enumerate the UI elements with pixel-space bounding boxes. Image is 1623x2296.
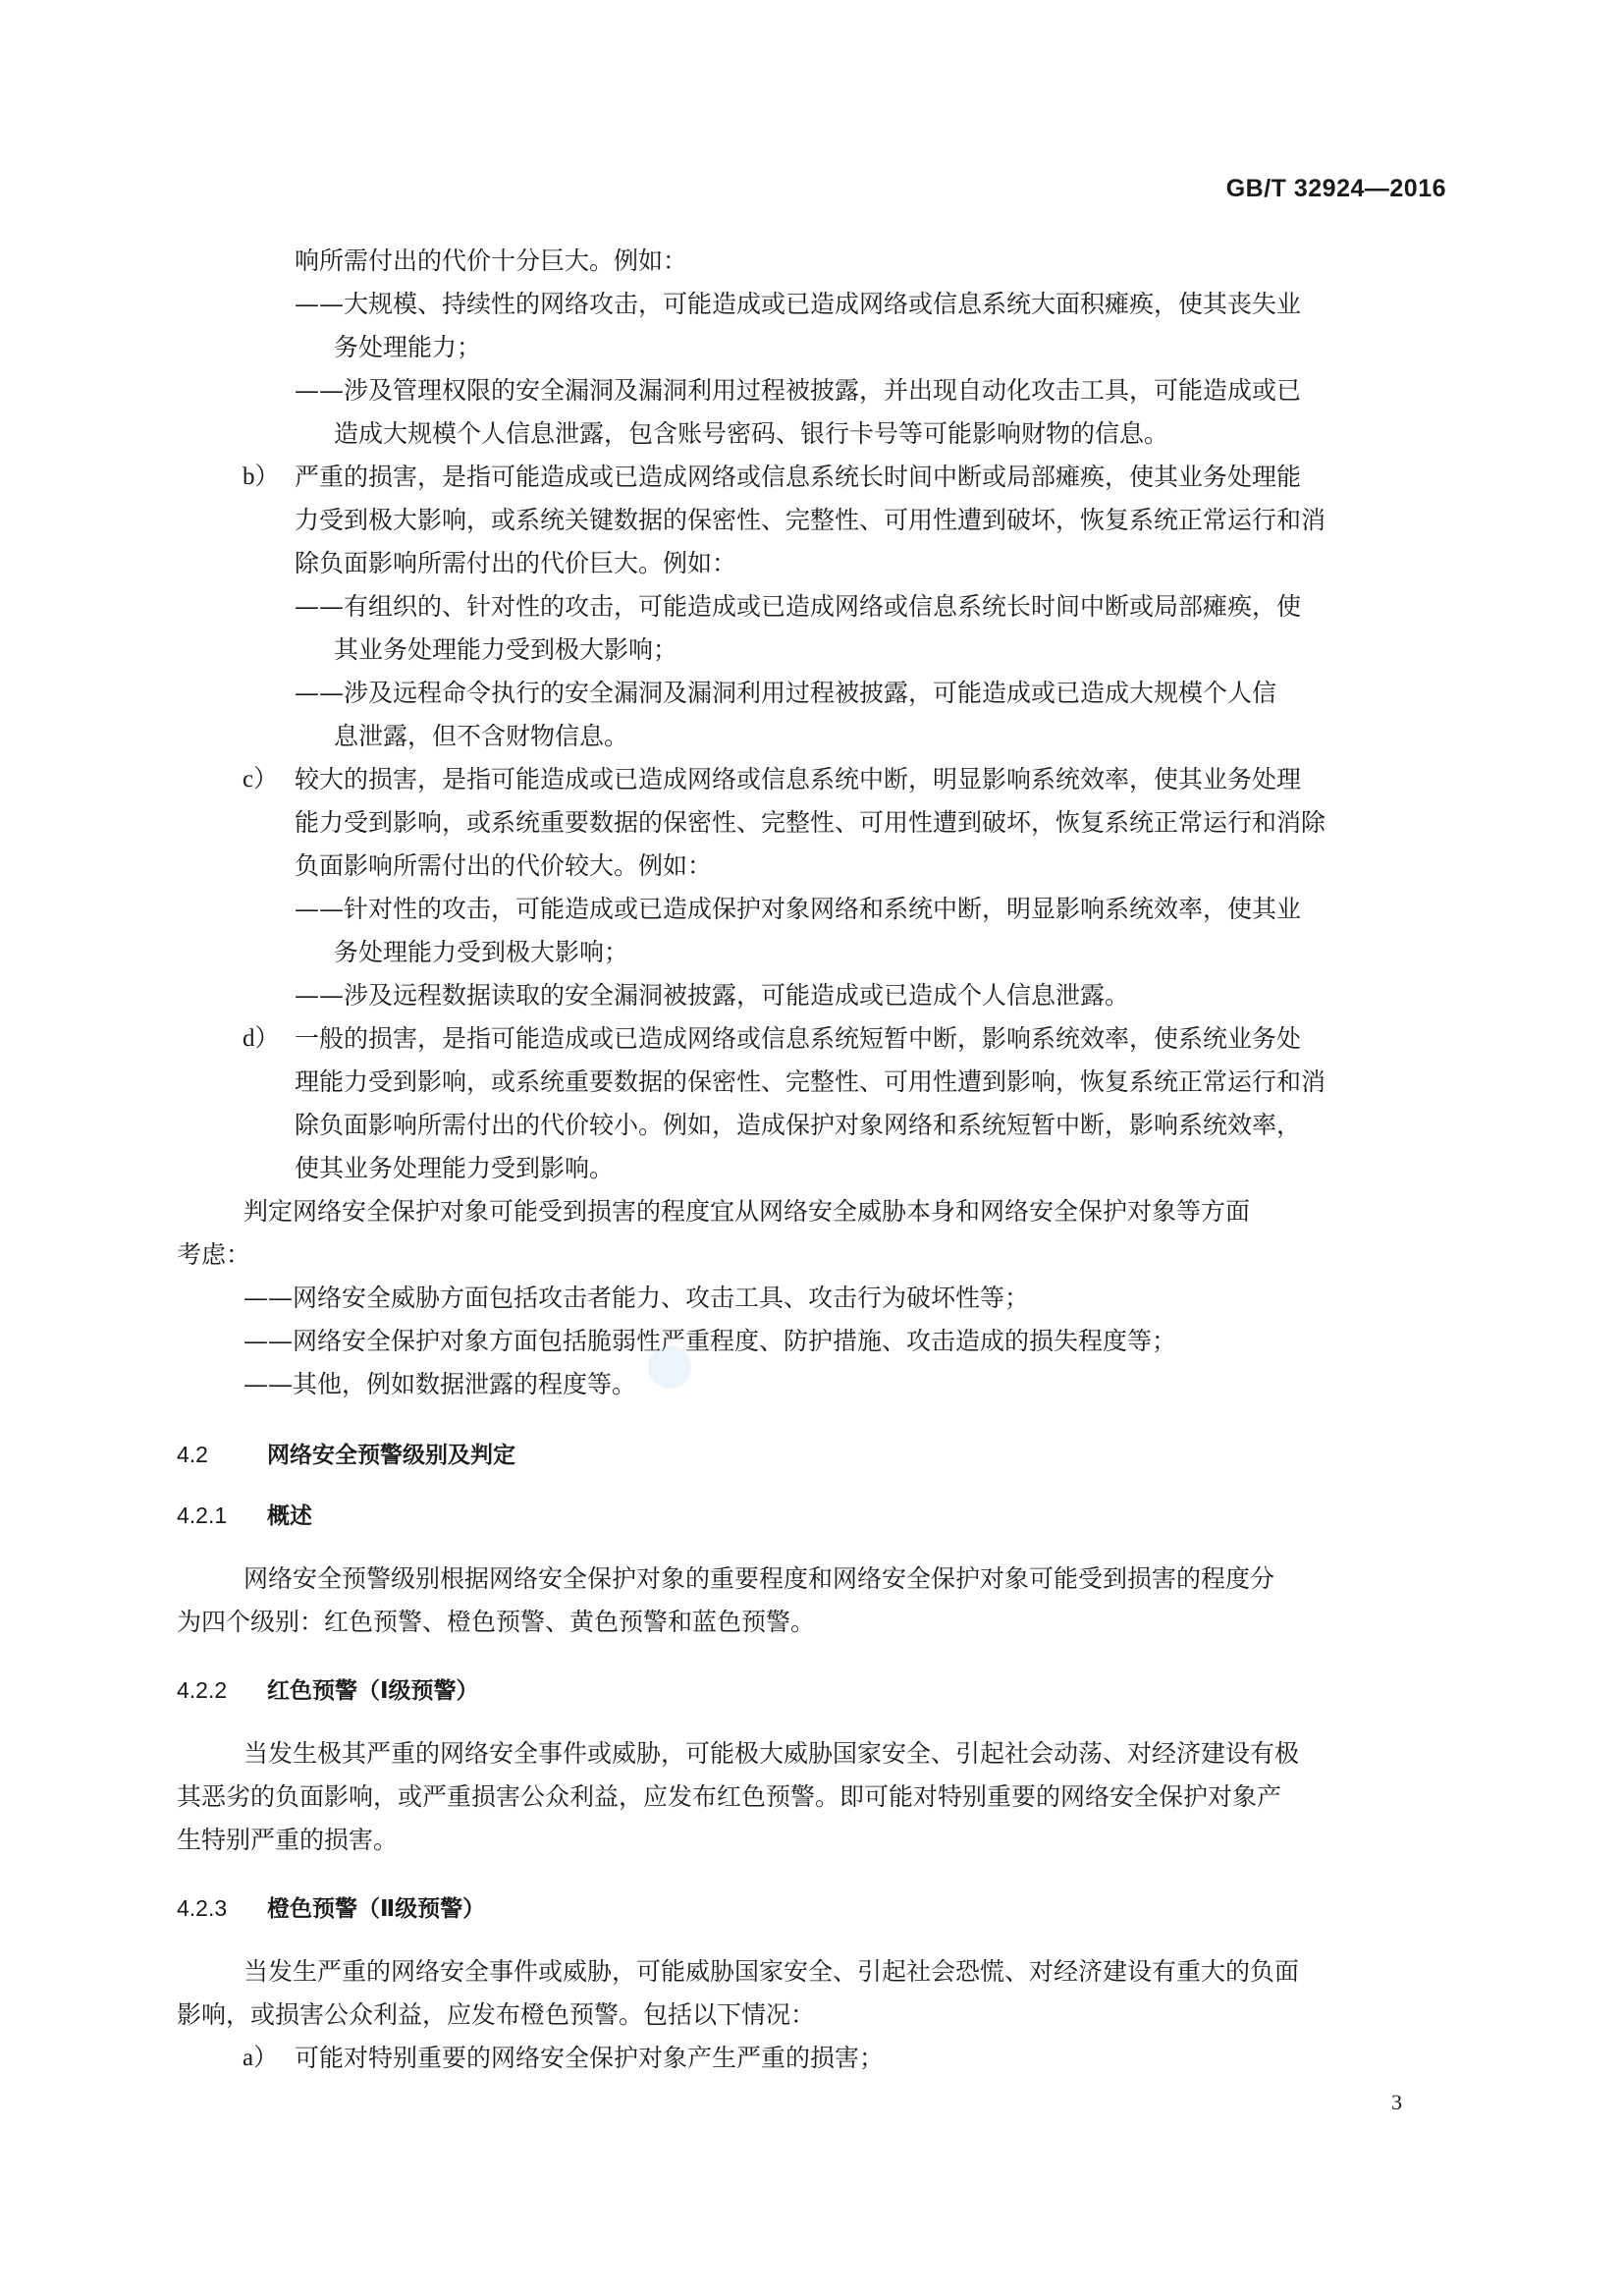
text-line: 除负面影响所需付出的代价巨大。例如： [295, 549, 737, 577]
dash-item: ——大规模、持续性的网络攻击，可能造成或已造成网络或信息系统大面积瘫痪，使其丧失业 [295, 290, 1302, 318]
paragraph-line: 考虑： [177, 1240, 251, 1269]
section-heading-4-2-3 [177, 1892, 485, 1925]
text-line: 务处理能力； [334, 333, 482, 361]
text-line: 除负面影响所需付出的代价较小。例如，造成保护对象网络和系统短暂中断，影响系统效率， [295, 1111, 1302, 1139]
section-title: 红色预警（Ⅰ级预警） [267, 1678, 479, 1704]
paragraph-line: 生特别严重的损害。 [177, 1826, 399, 1854]
dash-item: ——有组织的、针对性的攻击，可能造成或已造成网络或信息系统长时间中断或局部瘫痪，使 [295, 592, 1302, 621]
paragraph-line: 当发生极其严重的网络安全事件或威胁，可能极大威胁国家安全、引起社会动荡、对经济建设有极 [243, 1739, 1300, 1768]
watermark-mark [648, 1345, 691, 1389]
paragraph-line: 影响，或损害公众利益，应发布橙色预警。包括以下情况： [177, 2000, 816, 2029]
text-line: 负面影响所需付出的代价较大。例如： [295, 851, 713, 880]
list-label-d: d） [243, 1025, 280, 1052]
dash-item: ——网络安全保护对象方面包括脆弱性严重程度、防护措施、攻击造成的损失程度等； [243, 1327, 1177, 1355]
paragraph-line: 其恶劣的负面影响，或严重损害公众利益，应发布红色预警。即可能对特别重要的网络安全保护对象产 [177, 1782, 1282, 1811]
section-title: 网络安全预警级别及判定 [267, 1443, 515, 1468]
dash-item: ——针对性的攻击，可能造成或已造成保护对象网络和系统中断，明显影响系统效率，使其业 [295, 895, 1302, 923]
list-item-c: 较大的损害，是指可能造成或已造成网络或信息系统中断，明显影响系统效率，使其业务处理 [295, 765, 1302, 793]
paragraph-line: 网络安全预警级别根据网络安全保护对象的重要程度和网络安全保护对象可能受到损害的程度分 [243, 1564, 1275, 1593]
section-heading-4-2-1 [177, 1500, 312, 1532]
paragraph-line: 当发生严重的网络安全事件或威胁，可能威胁国家安全、引起社会恐慌、对经济建设有重大的负面 [243, 1957, 1300, 1986]
list-item-d: 一般的损害，是指可能造成或已造成网络或信息系统短暂中断，影响系统效率，使系统业务处 [295, 1024, 1302, 1053]
text-line: 造成大规模个人信息泄露，包含账号密码、银行卡号等可能影响财物的信息。 [334, 419, 1169, 448]
list-label-a: a） [243, 2045, 279, 2071]
section-number: 4.2.2 [177, 1677, 228, 1703]
section-number: 4.2.3 [177, 1895, 228, 1921]
text-line: 务处理能力受到极大影响； [334, 938, 629, 966]
text-line: 力受到极大影响，或系统关键数据的保密性、完整性、可用性遭到破坏，恢复系统正常运行和消 [295, 506, 1326, 534]
text-line: 响所需付出的代价十分巨大。例如： [295, 246, 688, 275]
section-title: 概述 [267, 1503, 312, 1529]
section-title: 橙色预警（Ⅱ级预警） [267, 1896, 486, 1922]
dash-item: ——其他，例如数据泄露的程度等。 [243, 1370, 637, 1398]
list-label-c: c） [243, 766, 279, 793]
section-heading-4-2 [177, 1439, 515, 1471]
standard-code: GB/T 32924—2016 [1225, 175, 1446, 202]
text-line: 息泄露，但不含财物信息。 [334, 722, 629, 750]
list-item-a: 可能对特别重要的网络安全保护对象产生严重的损害； [295, 2044, 885, 2072]
section-number: 4.2 [177, 1442, 208, 1467]
dash-item: ——涉及远程数据读取的安全漏洞被披露，可能造成或已造成个人信息泄露。 [295, 981, 1130, 1010]
text-line: 理能力受到影响，或系统重要数据的保密性、完整性、可用性遭到影响，恢复系统正常运行和消 [295, 1067, 1326, 1096]
paragraph-line: 为四个级别：红色预警、橙色预警、黄色预警和蓝色预警。 [177, 1608, 816, 1636]
dash-item: ——网络安全威胁方面包括攻击者能力、攻击工具、攻击行为破坏性等； [243, 1284, 1030, 1312]
section-heading-4-2-2 [177, 1674, 479, 1707]
dash-item: ——涉及管理权限的安全漏洞及漏洞利用过程被披露，并出现自动化攻击工具，可能造成或已 [295, 376, 1302, 405]
paragraph-line: 判定网络安全保护对象可能受到损害的程度宜从网络安全威胁本身和网络安全保护对象等方面 [243, 1197, 1251, 1226]
page-number: 3 [1391, 2090, 1402, 2114]
text-line: 使其业务处理能力受到影响。 [295, 1154, 615, 1182]
text-line: 能力受到影响，或系统重要数据的保密性、完整性、可用性遭到破坏，恢复系统正常运行和消除 [295, 808, 1326, 837]
list-label-b: b） [243, 464, 280, 490]
list-item-b: 严重的损害，是指可能造成或已造成网络或信息系统长时间中断或局部瘫痪，使其业务处理能 [295, 463, 1302, 491]
dash-item: ——涉及远程命令执行的安全漏洞及漏洞利用过程被披露，可能造成或已造成大规模个人信 [295, 679, 1277, 707]
section-number: 4.2.1 [177, 1503, 228, 1528]
text-line: 其业务处理能力受到极大影响； [334, 635, 678, 664]
